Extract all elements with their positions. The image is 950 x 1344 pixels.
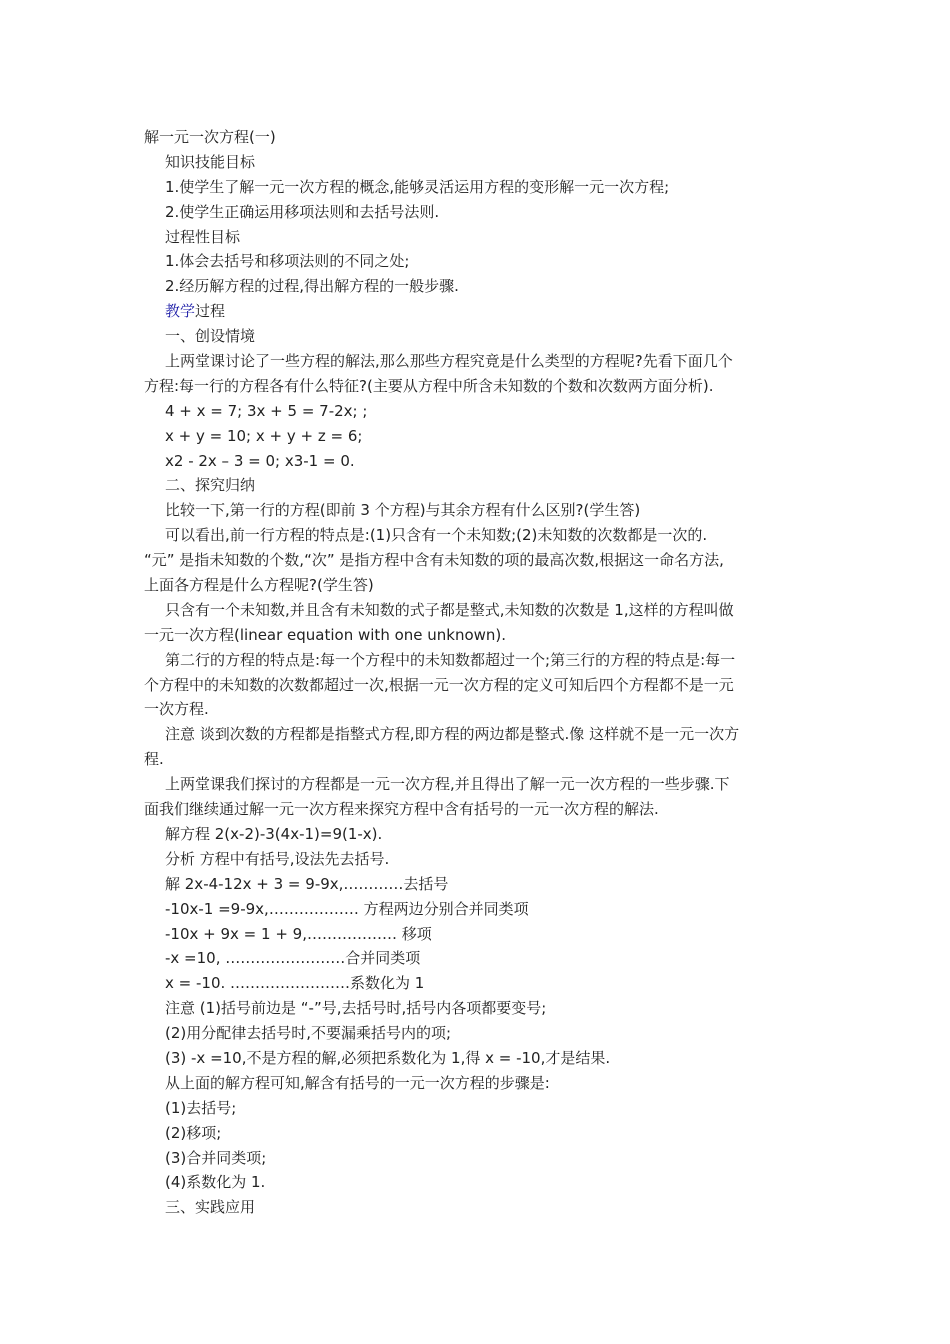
text-line: 第二行的方程的特点是:每一个方程中的未知数都超过一个;第三行的方程的特点是:每一 (165, 650, 736, 669)
text-line: (3) -x =10,不是方程的解,必须把系数化为 1,得 x = -10,才是结果. (165, 1048, 611, 1067)
text-line: x + y = 10; x + y + z = 6; (165, 426, 363, 445)
text-line: 4 + x = 7; 3x + 5 = 7-2x; ; (165, 401, 368, 420)
text-line: 2.经历解方程的过程,得出解方程的一般步骤. (165, 277, 459, 296)
document-body (144, 125, 806, 1220)
text-line: “元” 是指未知数的个数,“次” 是指方程中含有未知数的项的最高次数,根据这一命名方法, (144, 551, 724, 570)
text-line: 一、创设情境 (165, 327, 256, 346)
text-line: -x =10, ……………………合并同类项 (165, 949, 421, 968)
text-line: 上两堂课讨论了一些方程的解法,那么那些方程究竟是什么类型的方程呢?先看下面几个 (165, 352, 733, 371)
text-line: 知识技能目标 (165, 152, 256, 171)
text-line: 分析 方程中有括号,设法先去括号. (165, 849, 390, 868)
text-line: -10x-1 =9-9x,……………… 方程两边分别合并同类项 (165, 899, 529, 918)
text-line: 三、实践应用 (165, 1198, 256, 1217)
text-line: 只含有一个未知数,并且含有未知数的式子都是整式,未知数的次数是 1,这样的方程叫做 (165, 600, 734, 619)
text-line: (3)合并同类项; (165, 1148, 267, 1167)
text-line: 二、探究归纳 (165, 476, 256, 495)
text-line: (1)去括号; (165, 1098, 237, 1117)
text-line: (2)移项; (165, 1123, 222, 1142)
text-line: 注意 (1)括号前边是 “-”号,去括号时,括号内各项都要变号; (165, 999, 547, 1018)
document-lines (144, 150, 806, 1220)
text-line: 个方程中的未知数的次数都超过一次,根据一元一次方程的定义可知后四个方程都不是一元 (144, 675, 734, 694)
text-line: 1.使学生了解一元一次方程的概念,能够灵活运用方程的变形解一元一次方程; (165, 177, 670, 196)
text-line: 面我们继续通过解一元一次方程来探究方程中含有括号的一元一次方程的解法. (144, 800, 659, 819)
text-line: 方程:每一行的方程各有什么特征?(主要从方程中所含未知数的个数和次数两方面分析). (144, 376, 714, 395)
keyword-link[interactable]: 教学 (165, 302, 196, 321)
text-line: 过程性目标 (165, 227, 241, 246)
text-line: 解方程 2(x-2)-3(4x-1)=9(1-x). (165, 824, 383, 843)
text-line: x = -10. ……………………系数化为 1 (165, 974, 425, 993)
text-line-rest: 过程 (195, 302, 226, 321)
text-line (144, 299, 806, 324)
text-line: 一次方程. (144, 700, 209, 719)
text-line: 解 2x-4-12x + 3 = 9-9x,…………去括号 (165, 874, 449, 893)
text-line: 上两堂课我们探讨的方程都是一元一次方程,并且得出了解一元一次方程的一些步骤.下 (165, 775, 730, 794)
text-line: 程. (144, 750, 164, 769)
text-line: (4)系数化为 1. (165, 1173, 266, 1192)
text-line: (2)用分配律去括号时,不要漏乘括号内的项; (165, 1024, 452, 1043)
text-line: 从上面的解方程可知,解含有括号的一元一次方程的步骤是: (165, 1073, 550, 1092)
text-line: 上面各方程是什么方程呢?(学生答) (144, 576, 374, 595)
text-line: 比较一下,第一行的方程(即前 3 个方程)与其余方程有什么区别?(学生答) (165, 501, 641, 520)
text-line: 2.使学生正确运用移项法则和去括号法则. (165, 202, 440, 221)
document-title: 解一元一次方程(一) (144, 128, 276, 146)
text-line: 1.体会去括号和移项法则的不同之处; (165, 252, 410, 271)
text-line: 一元一次方程(linear equation with one unknown). (144, 625, 507, 644)
text-line: -10x + 9x = 1 + 9,……………… 移项 (165, 924, 432, 943)
text-line: 可以看出,前一行方程的特点是:(1)只含有一个未知数;(2)未知数的次数都是一次的. (165, 526, 708, 545)
text-line: x2 - 2x – 3 = 0; x3-1 = 0. (165, 451, 355, 470)
text-line: 注意 谈到次数的方程都是指整式方程,即方程的两边都是整式.像 这样就不是一元一次方 (165, 725, 740, 744)
